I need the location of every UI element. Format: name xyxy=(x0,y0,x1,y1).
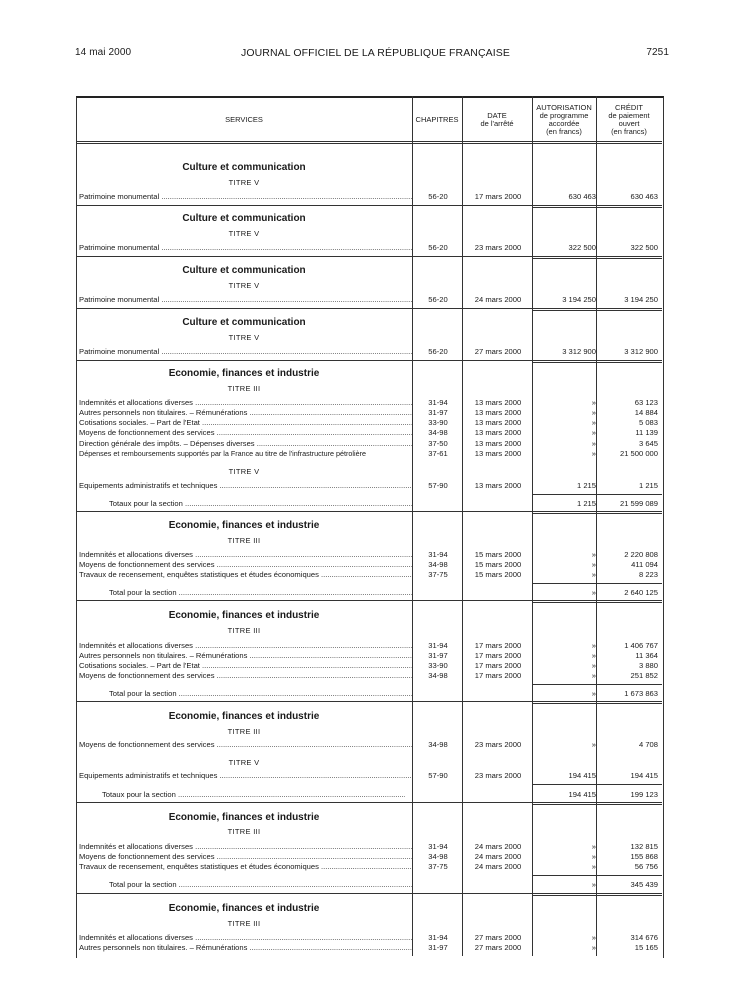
service-cell: Moyens de fonctionnement des services ..... xyxy=(79,428,412,438)
autorisation-cell: » xyxy=(591,570,596,579)
chapitre-cell: 34-98 xyxy=(428,852,448,861)
section-titre: TITRE V xyxy=(228,281,260,290)
date-cell: 17 mars 2000 xyxy=(474,641,522,650)
service-cell: Indemnités et allocations diverses ..... xyxy=(79,641,412,651)
service-cell: Indemnités et allocations diverses ..... xyxy=(79,398,412,408)
total-label: Totaux pour la section ..... xyxy=(109,499,412,509)
service-cell: Travaux de recensement, enquêtes statistiques et études économiques ..... xyxy=(79,570,412,580)
section-titre: TITRE V xyxy=(228,229,260,238)
service-cell: Autres personnels non titulaires. – Rémunérations ..... xyxy=(79,408,412,418)
date-cell: 17 mars 2000 xyxy=(474,192,522,201)
total-row xyxy=(76,880,662,890)
date-cell: 13 mars 2000 xyxy=(474,428,522,437)
autorisation-cell: » xyxy=(591,641,596,650)
credit-cell: 8 223 xyxy=(638,570,658,579)
section-title: Economie, finances et industrie xyxy=(168,711,320,722)
autorisation-cell: » xyxy=(591,740,596,749)
date-cell: 27 mars 2000 xyxy=(474,347,522,356)
chapitre-cell: 57-90 xyxy=(428,481,448,490)
date-cell: 15 mars 2000 xyxy=(474,550,522,559)
section-rule xyxy=(532,703,662,704)
total-row xyxy=(76,499,662,509)
service-cell: Direction générale des impôts. – Dépenses diverses ..... xyxy=(79,439,412,449)
column-header-date: DATE de l'arrêté xyxy=(480,111,514,128)
table-row xyxy=(76,862,662,872)
service-cell: Equipements administratifs et techniques ..... xyxy=(79,771,412,781)
header-rule xyxy=(76,141,662,142)
section-title: Economie, finances et industrie xyxy=(168,368,320,379)
credit-total: 199 123 xyxy=(630,790,658,799)
service-cell: Patrimoine monumental ..... xyxy=(79,295,412,305)
total-rule xyxy=(532,875,662,876)
table-row xyxy=(76,347,662,357)
chapitre-cell: 31-94 xyxy=(428,550,448,559)
credit-cell: 21 500 000 xyxy=(619,449,658,458)
service-cell: Indemnités et allocations diverses ..... xyxy=(79,842,412,852)
total-row xyxy=(76,588,662,598)
date-cell: 23 mars 2000 xyxy=(474,771,522,780)
autorisation-cell: 3 194 250 xyxy=(562,295,596,304)
service-cell: Moyens de fonctionnement des services ..... xyxy=(79,560,412,570)
service-cell: Patrimoine monumental ..... xyxy=(79,192,412,202)
section-rule xyxy=(532,310,662,311)
chapitre-cell: 56-20 xyxy=(428,347,448,356)
section-rule xyxy=(76,600,662,601)
chapitre-cell: 31-94 xyxy=(428,933,448,942)
table-row xyxy=(76,570,662,580)
total-label: Total pour la section ..... xyxy=(109,880,412,890)
date-cell: 24 mars 2000 xyxy=(474,862,522,871)
credit-cell: 411 094 xyxy=(631,560,658,569)
service-cell: Cotisations sociales. – Part de l'Etat ..... xyxy=(79,661,412,671)
section-titre: TITRE III xyxy=(227,827,261,836)
service-cell: Moyens de fonctionnement des services ..... xyxy=(79,740,412,750)
credit-cell: 63 123 xyxy=(634,398,658,407)
column-header-credit: CRÉDIT de paiement ouvert (en francs) xyxy=(608,103,650,136)
section-titre: TITRE V xyxy=(228,758,260,767)
total-rule xyxy=(532,684,662,685)
section-rule xyxy=(76,511,662,512)
chapitre-cell: 34-98 xyxy=(428,671,448,680)
column-divider xyxy=(412,96,413,956)
credit-total: 1 673 863 xyxy=(624,689,658,698)
date-cell: 17 mars 2000 xyxy=(474,661,522,670)
total-row xyxy=(76,689,662,699)
page-number: 7251 xyxy=(646,47,669,58)
total-rule xyxy=(532,494,662,495)
section-rule xyxy=(76,701,662,702)
autorisation-cell: » xyxy=(591,398,596,407)
date-cell: 15 mars 2000 xyxy=(474,570,522,579)
section-title: Economie, finances et industrie xyxy=(168,610,320,621)
autorisation-total: » xyxy=(591,880,596,889)
date-cell: 15 mars 2000 xyxy=(474,560,522,569)
service-cell: Moyens de fonctionnement des services ..... xyxy=(79,852,412,862)
credit-cell: 56 756 xyxy=(634,862,658,871)
section-title: Culture et communication xyxy=(182,265,306,276)
service-cell: Autres personnels non titulaires. – Rémunérations ..... xyxy=(79,943,412,953)
table-row xyxy=(76,295,662,305)
section-rule xyxy=(532,362,662,363)
credit-cell: 251 852 xyxy=(630,671,658,680)
table-row xyxy=(76,192,662,202)
column-divider xyxy=(532,96,533,956)
service-cell: Dépenses et remboursements supportés par la France au titre de l'infrastructure pétrolière xyxy=(79,449,367,458)
chapitre-cell: 31-97 xyxy=(428,651,448,660)
section-rule xyxy=(532,602,662,603)
column-divider xyxy=(462,96,463,956)
chapitre-cell: 56-20 xyxy=(428,295,448,304)
autorisation-cell: » xyxy=(591,428,596,437)
service-cell: Equipements administratifs et techniques ..... xyxy=(79,481,412,491)
service-cell: Autres personnels non titulaires. – Rémunérations ..... xyxy=(79,651,412,661)
credit-total: 2 640 125 xyxy=(624,588,658,597)
section-titre: TITRE III xyxy=(227,536,261,545)
date-cell: 13 mars 2000 xyxy=(474,481,522,490)
date-cell: 13 mars 2000 xyxy=(474,439,522,448)
chapitre-cell: 37-50 xyxy=(428,439,448,448)
credit-cell: 194 415 xyxy=(630,771,658,780)
autorisation-total: 194 415 xyxy=(568,790,596,799)
credit-cell: 322 500 xyxy=(630,243,658,252)
autorisation-total: » xyxy=(591,588,596,597)
autorisation-cell: » xyxy=(591,842,596,851)
section-rule xyxy=(532,258,662,259)
section-title: Economie, finances et industrie xyxy=(168,903,320,914)
total-rule xyxy=(532,784,662,785)
autorisation-cell: » xyxy=(591,418,596,427)
chapitre-cell: 31-97 xyxy=(428,408,448,417)
chapitre-cell: 31-94 xyxy=(428,842,448,851)
credit-cell: 3 645 xyxy=(638,439,658,448)
credit-cell: 630 463 xyxy=(630,192,658,201)
service-cell: Moyens de fonctionnement des services ..... xyxy=(79,671,412,681)
table-row xyxy=(76,560,662,570)
section-rule xyxy=(76,308,662,309)
total-label: Totaux pour la section ..... xyxy=(102,790,405,800)
credit-cell: 11 139 xyxy=(635,428,658,437)
chapitre-cell: 33-90 xyxy=(428,661,448,670)
total-label: Total pour la section ..... xyxy=(109,689,412,699)
credit-cell: 14 884 xyxy=(634,408,658,417)
chapitre-cell: 56-20 xyxy=(428,243,448,252)
section-titre: TITRE V xyxy=(228,467,260,476)
autorisation-cell: » xyxy=(591,852,596,861)
autorisation-cell: 322 500 xyxy=(568,243,596,252)
table-row xyxy=(76,661,662,671)
autorisation-cell: » xyxy=(591,550,596,559)
table-row xyxy=(76,398,662,408)
section-rule xyxy=(76,205,662,206)
date-cell: 17 mars 2000 xyxy=(474,671,522,680)
section-title: Economie, finances et industrie xyxy=(168,812,320,823)
credit-cell: 1 215 xyxy=(638,481,658,490)
credit-cell: 11 364 xyxy=(635,651,658,660)
column-header-chapitres: CHAPITRES xyxy=(415,115,459,124)
section-rule xyxy=(76,802,662,803)
column-header-autorisation: AUTORISATION de programme accordée (en francs) xyxy=(536,103,592,136)
chapitre-cell: 33-90 xyxy=(428,418,448,427)
journal-title: JOURNAL OFFICIEL DE LA RÉPUBLIQUE FRANÇAISE xyxy=(241,47,510,59)
date-cell: 23 mars 2000 xyxy=(474,243,522,252)
header-rule xyxy=(76,143,662,144)
date-cell: 13 mars 2000 xyxy=(474,418,522,427)
credit-cell: 314 676 xyxy=(630,933,658,942)
credit-cell: 1 406 767 xyxy=(624,641,658,650)
service-cell: Patrimoine monumental ..... xyxy=(79,347,412,357)
table-row xyxy=(76,651,662,661)
section-rule xyxy=(532,207,662,208)
column-divider xyxy=(596,96,597,956)
chapitre-cell: 57-90 xyxy=(428,771,448,780)
date-cell: 13 mars 2000 xyxy=(474,408,522,417)
autorisation-cell: » xyxy=(591,651,596,660)
chapitre-cell: 34-98 xyxy=(428,560,448,569)
credit-total: 345 439 xyxy=(630,880,658,889)
chapitre-cell: 31-97 xyxy=(428,943,448,952)
table-row xyxy=(76,933,662,943)
date-cell: 27 mars 2000 xyxy=(474,943,522,952)
date-cell: 13 mars 2000 xyxy=(474,449,522,458)
autorisation-cell: 194 415 xyxy=(568,771,596,780)
autorisation-total: » xyxy=(591,689,596,698)
section-rule xyxy=(76,893,662,894)
table-row xyxy=(76,428,662,438)
credit-cell: 5 083 xyxy=(638,418,658,427)
chapitre-cell: 37-75 xyxy=(428,862,448,871)
autorisation-cell: » xyxy=(591,933,596,942)
total-rule xyxy=(532,583,662,584)
chapitre-cell: 31-94 xyxy=(428,398,448,407)
credit-cell: 3 880 xyxy=(638,661,658,670)
table-row xyxy=(76,740,662,750)
credit-total: 21 599 089 xyxy=(619,499,658,508)
table-row xyxy=(76,771,662,781)
service-cell: Travaux de recensement, enquêtes statistiques et études économiques ..... xyxy=(79,862,412,872)
date-cell: 17 mars 2000 xyxy=(474,651,522,660)
chapitre-cell: 37-75 xyxy=(428,570,448,579)
table-row xyxy=(76,439,662,449)
table-row xyxy=(76,943,662,953)
chapitre-cell: 31-94 xyxy=(428,641,448,650)
table-row xyxy=(76,243,662,253)
credit-cell: 3 312 900 xyxy=(624,347,658,356)
credit-cell: 155 868 xyxy=(630,852,658,861)
autorisation-cell: 3 312 900 xyxy=(562,347,596,356)
table-row xyxy=(76,641,662,651)
autorisation-cell: » xyxy=(591,862,596,871)
total-row xyxy=(76,790,662,800)
section-titre: TITRE III xyxy=(227,626,261,635)
autorisation-cell: » xyxy=(591,671,596,680)
autorisation-cell: » xyxy=(591,449,596,458)
header-date: 14 mai 2000 xyxy=(75,47,132,58)
credit-cell: 15 165 xyxy=(634,943,658,952)
date-cell: 24 mars 2000 xyxy=(474,852,522,861)
column-header-services: SERVICES xyxy=(225,115,263,124)
chapitre-cell: 34-98 xyxy=(428,428,448,437)
section-rule xyxy=(76,360,662,361)
autorisation-cell: 1 215 xyxy=(576,481,596,490)
chapitre-cell: 34-98 xyxy=(428,740,448,749)
section-titre: TITRE V xyxy=(228,178,260,187)
service-cell: Patrimoine monumental ..... xyxy=(79,243,412,253)
date-cell: 23 mars 2000 xyxy=(474,740,522,749)
section-rule xyxy=(76,256,662,257)
autorisation-cell: » xyxy=(591,661,596,670)
date-cell: 27 mars 2000 xyxy=(474,933,522,942)
section-titre: TITRE V xyxy=(228,333,260,342)
autorisation-cell: » xyxy=(591,439,596,448)
autorisation-cell: 630 463 xyxy=(568,192,596,201)
section-titre: TITRE III xyxy=(227,727,261,736)
date-cell: 24 mars 2000 xyxy=(474,295,522,304)
chapitre-cell: 56-20 xyxy=(428,192,448,201)
credit-cell: 3 194 250 xyxy=(624,295,658,304)
date-cell: 24 mars 2000 xyxy=(474,842,522,851)
service-cell: Cotisations sociales. – Part de l'Etat ..... xyxy=(79,418,412,428)
chapitre-cell: 37-61 xyxy=(428,449,448,458)
service-cell: Indemnités et allocations diverses ..... xyxy=(79,933,412,943)
section-rule xyxy=(532,895,662,896)
section-title: Economie, finances et industrie xyxy=(168,520,320,531)
table-row xyxy=(76,842,662,852)
table-row xyxy=(76,671,662,681)
service-cell: Indemnités et allocations diverses ..... xyxy=(79,550,412,560)
section-title: Culture et communication xyxy=(182,213,306,224)
autorisation-cell: » xyxy=(591,560,596,569)
credit-cell: 2 220 808 xyxy=(624,550,658,559)
section-rule xyxy=(532,513,662,514)
section-titre: TITRE III xyxy=(227,384,261,393)
table-row xyxy=(76,852,662,862)
credit-cell: 4 708 xyxy=(638,740,658,749)
date-cell: 13 mars 2000 xyxy=(474,398,522,407)
table-row xyxy=(76,550,662,560)
section-rule xyxy=(532,804,662,805)
section-title: Culture et communication xyxy=(182,317,306,328)
credit-cell: 132 815 xyxy=(630,842,658,851)
table-row xyxy=(76,418,662,428)
section-title: Culture et communication xyxy=(182,162,306,173)
section-titre: TITRE III xyxy=(227,919,261,928)
table-row xyxy=(76,408,662,418)
table-row xyxy=(76,481,662,491)
autorisation-total: 1 215 xyxy=(576,499,596,508)
autorisation-cell: » xyxy=(591,408,596,417)
total-label: Total pour la section ..... xyxy=(109,588,412,598)
autorisation-cell: » xyxy=(591,943,596,952)
table-row xyxy=(76,449,662,459)
